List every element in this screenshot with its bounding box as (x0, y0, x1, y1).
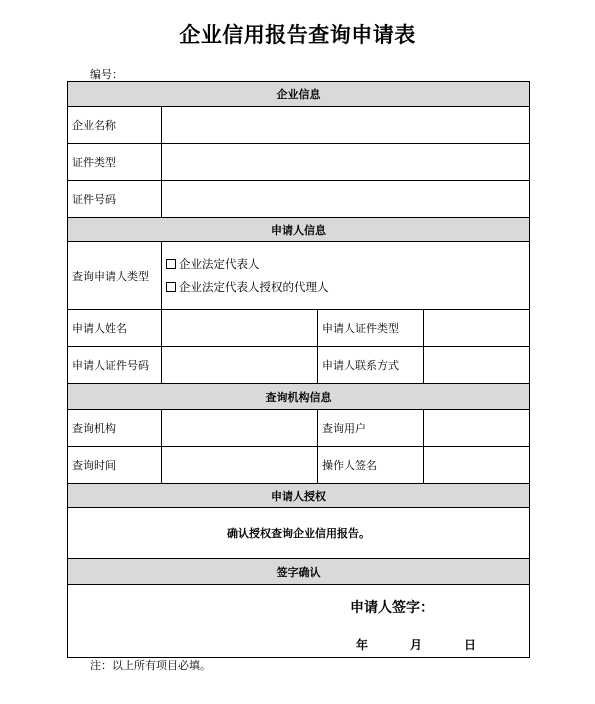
footnote: 注：以上所有项目必填。 (90, 659, 211, 672)
applicant-name-field[interactable] (162, 310, 318, 347)
date-year-label: 年 (356, 638, 369, 652)
section-header-authorization: 申请人授权 (68, 484, 530, 508)
option-legal-representative[interactable] (166, 253, 529, 276)
applicant-contact-field[interactable] (424, 347, 530, 384)
query-time-label: 查询时间 (68, 447, 162, 484)
company-id-type-label: 证件类型 (68, 144, 162, 181)
applicant-id-number-field[interactable] (162, 347, 318, 384)
query-institution-label: 查询机构 (68, 410, 162, 447)
signature-area[interactable] (68, 585, 530, 658)
company-id-type-field[interactable] (162, 144, 530, 181)
company-id-number-field[interactable] (162, 181, 530, 218)
applicant-contact-label: 申请人联系方式 (318, 347, 424, 384)
query-user-field[interactable] (424, 410, 530, 447)
operator-signature-label: 操作人签名 (318, 447, 424, 484)
applicant-signature-label: 申请人签字： (350, 600, 434, 616)
company-name-field[interactable] (162, 107, 530, 144)
option-authorized-agent-label: 企业法定代表人授权的代理人 (179, 279, 329, 294)
applicant-type-options (162, 242, 530, 310)
section-header-applicant: 申请人信息 (68, 218, 530, 242)
query-time-field[interactable] (162, 447, 318, 484)
option-authorized-agent[interactable] (166, 276, 529, 299)
application-form (67, 81, 530, 658)
form-title: 企业信用报告查询申请表 (179, 23, 416, 47)
checkbox-legal-representative[interactable] (166, 259, 176, 269)
checkbox-authorized-agent[interactable] (166, 282, 176, 292)
section-header-signature: 签字确认 (68, 559, 530, 585)
company-name-label: 企业名称 (68, 107, 162, 144)
query-institution-field[interactable] (162, 410, 318, 447)
query-user-label: 查询用户 (318, 410, 424, 447)
authorization-statement: 确认授权查询企业信用报告。 (68, 508, 530, 559)
operator-signature-field[interactable] (424, 447, 530, 484)
applicant-id-type-label: 申请人证件类型 (318, 310, 424, 347)
applicant-type-label: 查询申请人类型 (68, 242, 162, 310)
company-id-number-label: 证件号码 (68, 181, 162, 218)
applicant-name-label: 申请人姓名 (68, 310, 162, 347)
option-legal-representative-label: 企业法定代表人 (179, 256, 260, 271)
date-month-label: 月 (410, 638, 423, 652)
applicant-id-type-field[interactable] (424, 310, 530, 347)
applicant-id-number-label: 申请人证件号码 (68, 347, 162, 384)
serial-number-label: 编号： (90, 68, 123, 81)
date-day-label: 日 (464, 638, 477, 652)
section-header-institution: 查询机构信息 (68, 384, 530, 410)
section-header-company: 企业信息 (68, 82, 530, 107)
